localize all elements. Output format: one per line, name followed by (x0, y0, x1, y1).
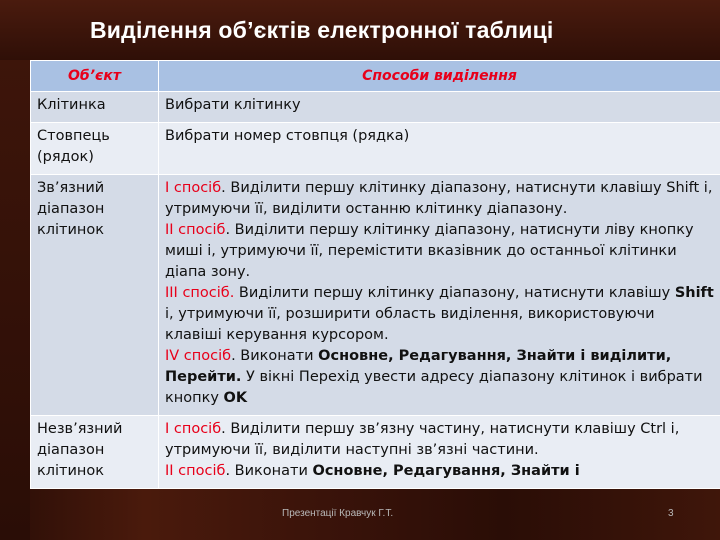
cell-method (159, 416, 720, 489)
cell-method (159, 175, 720, 416)
table-row (31, 416, 720, 489)
cell-object: Клітинка (31, 92, 159, 123)
method-text: . Виділити першу клітинку діапазону, натиснути ліву кнопку миші і, утримуючи її, перемістити вказівник до останньої клітинки діапа зону. (165, 222, 694, 280)
header-methods: Способи виділення (159, 61, 720, 92)
key-name: Shift (674, 285, 714, 301)
method-label: ІІ спосіб (165, 222, 226, 238)
table-row (31, 92, 720, 123)
method-text: і, утримуючи її, розширити область виділення, використовуючи клавіші керування курсором. (165, 306, 655, 343)
cell-object: Незв’язний діапазон клітинок (31, 416, 159, 489)
menu-path: Основне, Редагування, Знайти і виділити, Перейти. (165, 348, 672, 385)
header-object: Об’єкт (31, 61, 159, 92)
method-label: І спосіб (165, 421, 222, 437)
button-name: OK (223, 390, 248, 406)
page-number: 3 (668, 508, 674, 519)
table-container (30, 60, 720, 540)
table-header-row (31, 61, 720, 92)
method-text: . Виділити першу зв’язну частину, натиснути клавішу Ctrl і, утримуючи її, виділити наступні зв’язні частини. (165, 421, 680, 458)
method-text: У вікні Перехід увести адресу діапазону клітинок і вибрати кнопку (165, 369, 703, 406)
cell-method: Вибрати номер стовпця (рядка) (159, 123, 720, 175)
method-label: ІІ спосіб (165, 463, 226, 479)
method-text: . Виконати (225, 463, 313, 479)
method-text: Виділити першу клітинку діапазону, натиснути клавішу (234, 285, 675, 301)
method-label: І спосіб (165, 180, 222, 196)
menu-path: Основне, Редагування, Знайти і (312, 463, 580, 479)
table-row (31, 123, 720, 175)
method-label: ІІІ спосіб. (165, 285, 235, 301)
method-text: . Виділити першу клітинку діапазону, натиснути клавішу Shift і, утримуючи її, виділити останню клітинку діапазону. (165, 180, 713, 217)
slide-title: Виділення об’єктів електронної таблиці (90, 17, 554, 43)
slide-footer: Презентації Кравчук Г.Т. (282, 508, 394, 519)
method-text: . Виконати (231, 348, 319, 364)
selection-methods-table (30, 60, 720, 489)
cell-object: Стовпець (рядок) (31, 123, 159, 175)
method-label: ІV спосіб (165, 348, 232, 364)
cell-method: Вибрати клітинку (159, 92, 720, 123)
table-row (31, 175, 720, 416)
cell-object: Зв’язний діапазон клітинок (31, 175, 159, 416)
left-decor-strip (0, 60, 30, 540)
